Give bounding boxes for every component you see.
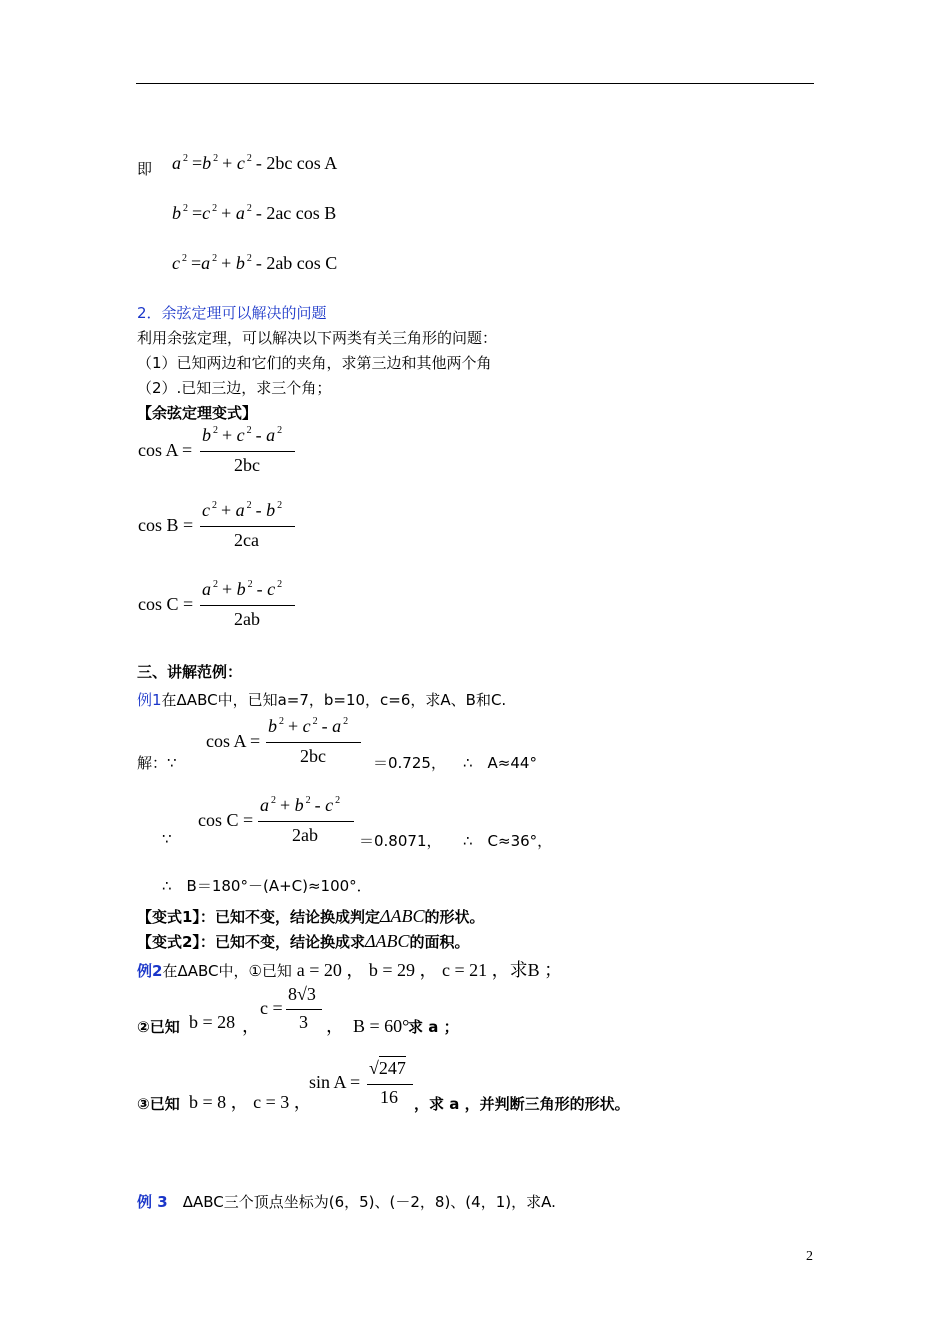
header-rule — [136, 83, 814, 84]
law-c: c $^2$ =a $^2$ + b $^2$ - 2ab cos C — [172, 253, 338, 273]
example3: 例 3 ΔABC三个顶点坐标为(6，5)、(－2，8)、(4，1)，求A. — [137, 1193, 556, 1211]
variant2: 【变式2】：已知不变，结论换成求ΔABC的面积。 — [137, 931, 470, 951]
ex2-part2-c-label: c = — [260, 998, 283, 1018]
ex1-solution-prefix: 解：∵ — [137, 754, 177, 772]
law-b: b $^2$ =c $^2$ + a $^2$ - 2ac cos B — [172, 203, 337, 223]
ex1-cosC-result: ∴ C≈36°， — [463, 832, 553, 850]
ex1-cosA-value: ＝0.725， — [373, 754, 446, 772]
ex1-cosA-label: cos A = — [206, 731, 261, 751]
ex2-part3-tail: ，求 a ，并判断三角形的形状。 — [414, 1095, 630, 1113]
example1-statement: 例1在ΔABC中，已知a=7，b=10，c=6，求A、B和C. — [137, 691, 507, 709]
ex1-cosC-value: ＝0.8071， — [359, 832, 442, 850]
ex2-part3-bc: b = 8 ， c = 3 ， — [189, 1092, 312, 1112]
page-number: 2 — [806, 1249, 813, 1264]
ex1-cosA-result: ∴ A≈44° — [463, 754, 537, 772]
variant-cosC-label: cos C = — [138, 594, 194, 614]
ex2-part3-prefix: ③已知 — [137, 1095, 180, 1113]
section2-item1: （1）已知两边和它们的夹角，求第三边和其他两个角 — [137, 354, 492, 372]
section3-heading: 三、讲解范例： — [137, 663, 243, 681]
variant1: 【变式1】：已知不变，结论换成判定ΔABC的形状。 — [137, 906, 485, 926]
example2-line1: 例2在ΔABC中，①已知 a = 20 ， b = 29 ， c = 21 ，求B ； — [137, 960, 563, 980]
ex2-part2-prefix: ②已知 — [137, 1018, 180, 1036]
variant-cosB-label: cos B = — [138, 515, 194, 535]
ex2-part2-B: ， B = 60° — [326, 1016, 410, 1036]
ex1-final: ∴ B＝180°－(A+C)≈100°． — [162, 877, 372, 895]
law-a: a $^2$ =b $^2$ + c $^2$ - 2bc cos A — [172, 153, 338, 173]
lead-char: 即 — [137, 160, 153, 178]
section2-heading: 2．余弦定理可以解决的问题 — [137, 304, 327, 322]
ex2-comma: ， — [242, 1016, 260, 1036]
ex2-part2-b: b = 28 — [189, 1012, 236, 1032]
section2-intro: 利用余弦定理，可以解决以下两类有关三角形的问题： — [137, 329, 498, 347]
ex1-cosC-label: cos C = — [198, 810, 254, 830]
variant-heading: 【余弦定理变式】 — [137, 404, 258, 422]
ex2-part3-sin-label: sin A = — [309, 1072, 361, 1092]
variant-cosA-label: cos A = — [138, 440, 193, 460]
ex2-part2-tail: 求 a ； — [408, 1018, 459, 1036]
section2-item2: （2）.已知三边，求三个角； — [137, 379, 332, 397]
ex1-since: ∵ — [162, 830, 172, 848]
